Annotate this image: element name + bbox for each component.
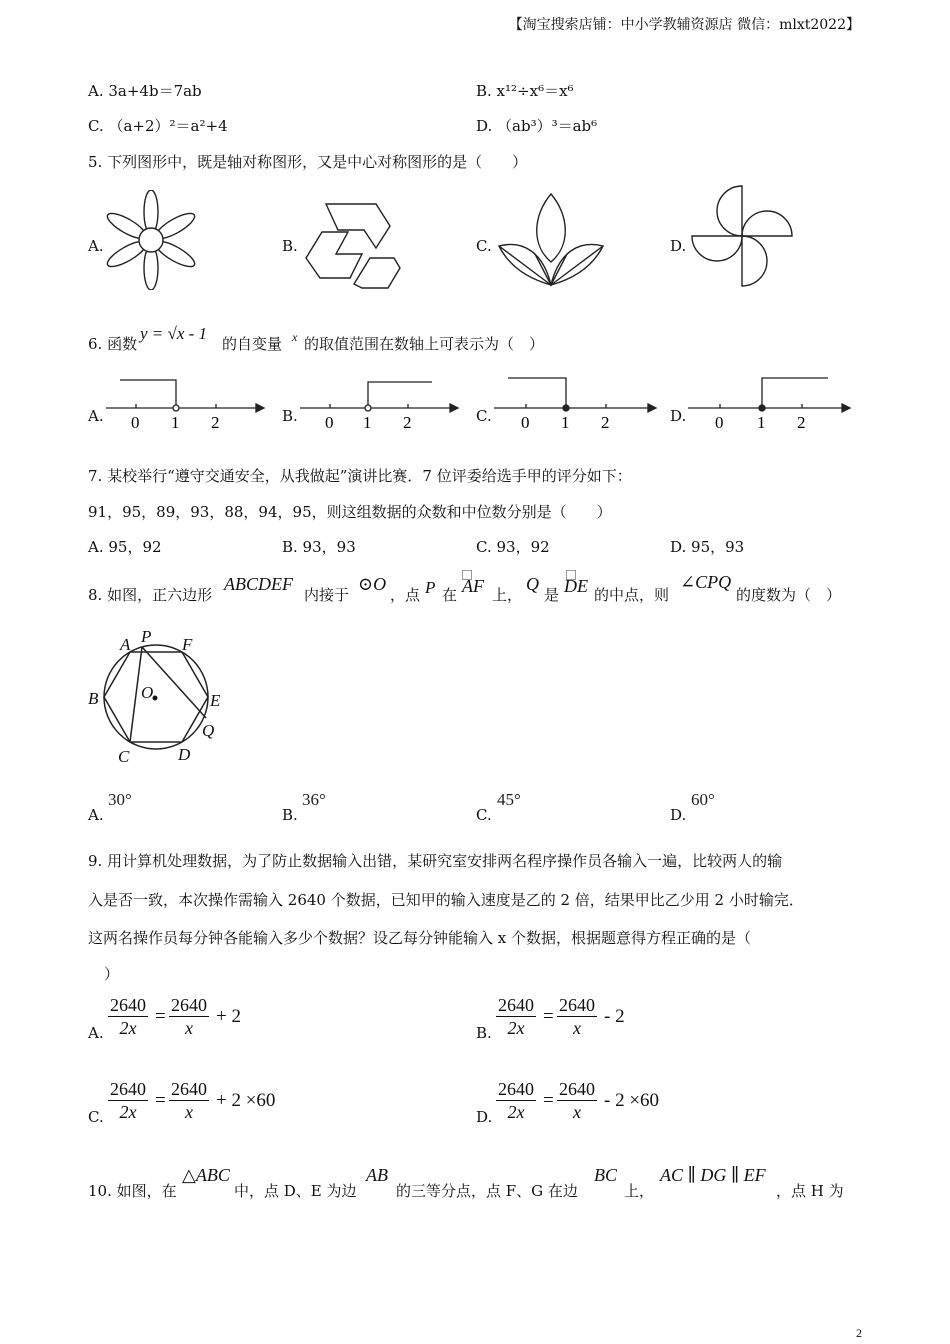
q8-hexagon: ABCDEF [224,574,293,594]
label-d: D [178,745,191,764]
q6-numberline-d [686,372,852,434]
q8-option-b-value: 36° [302,790,326,809]
q9-option-a-tail: + 2 [216,1006,241,1027]
q8-option-b-label: B. [282,806,298,824]
tick-1: 1 [561,413,570,432]
label-a: A [120,635,131,654]
fraction-left: $\frac{2640}{2x}$ [498,1079,534,1122]
label-f: F [182,635,193,654]
q5-label-b: B. [282,237,298,255]
q6-var: x [292,330,298,344]
q8-text-3: ，点 [390,586,421,604]
q5-flower-figure [100,190,200,290]
label-o: O [141,683,154,702]
q9-line3: 这两名操作员每分钟各能输入多少个数据？设乙每分钟能输入 x 个数据，根据题意得方程正确的是（ [88,929,752,947]
q8-text-1: 8. 如图，正六边形 [88,586,213,604]
label-c: C [118,747,130,766]
q8-arc-de: DE [564,576,588,596]
q8-option-d-label: D. [670,806,687,824]
q5-label-a: A. [88,237,104,255]
tick-1: 1 [757,413,766,432]
q7-option-c: C. 93，92 [476,538,550,556]
q8-hexagon-figure [86,624,226,768]
tick-2: 2 [797,413,806,432]
page-number: 2 [856,1326,862,1340]
q10-parallel: AC ∥ DG ∥ EF [660,1165,766,1185]
equals-sign: = [155,1006,166,1027]
q9-option-c-tail: + 2 ×60 [216,1090,276,1111]
equals-sign: = [155,1090,166,1111]
fraction-left: $\frac{2640}{2x}$ [110,995,146,1038]
q9-option-d-tail: - 2 ×60 [604,1090,660,1111]
q6-label-a: A. [88,407,104,425]
label-e: E [210,691,221,710]
q8-arc-af: AF [462,576,484,596]
q9-option-b-label: B. [476,1024,492,1042]
q7-line2: 91，95，89，93，88，94，95，则这组数据的众数和中位数分别是（ ） [88,503,612,521]
q5-label-c: C. [476,237,492,255]
q6-label-d: D. [670,407,687,425]
label-p: P [141,627,152,646]
equals-sign: = [543,1090,554,1111]
q4-option-c: C. （a+2）²＝a²+4 [88,117,228,135]
q6-label-c: C. [476,407,492,425]
q8-option-c-label: C. [476,806,492,824]
q8-point-p: P [425,578,436,597]
q6-numberline-c [492,372,658,434]
q10-ab: AB [366,1165,388,1185]
q8-circle: ⊙O [358,574,387,594]
fraction-right: $\frac{2640}{x}$ [171,1079,207,1122]
q6-label-b: B. [282,407,298,425]
tick-2: 2 [211,413,220,432]
q7-line1: 7. 某校举行“遵守交通安全，从我做起”演讲比赛．7 位评委给选手甲的评分如下： [88,467,632,485]
q6-prefix: 6. 函数 [88,335,138,353]
q8-point-q: Q [526,574,539,594]
q8-text-7: 的中点，则 [594,586,670,604]
q5-recycle-figure [300,196,404,290]
tick-2: 2 [403,413,412,432]
q10-text-1: 10. 如图，在 [88,1182,177,1200]
q8-text-5: 上， [492,586,523,604]
q8-text-6: 是 [544,586,560,604]
q10-text-4: 上， [624,1182,655,1200]
q9-line1: 9. 用计算机处理数据，为了防止数据输入出错，某研究室安排两名程序操作员各输入一遍，比较两人的输 [88,852,783,870]
tick-2: 2 [601,413,610,432]
q6-formula: y = √x - 1 [140,324,208,343]
q4-option-d: D. （ab³）³＝ab⁶ [476,117,598,135]
q8-option-a-value: 30° [108,790,132,809]
q4-option-b: B. x¹²÷x⁶＝x⁶ [476,82,574,100]
q6-numberline-a [104,372,266,434]
q5-label-d: D. [670,237,687,255]
fraction-right: $\frac{2640}{x}$ [171,995,207,1038]
tick-0: 0 [521,413,530,432]
q6-numberline-b [298,372,460,434]
q8-option-c-value: 45° [497,790,521,809]
q10-text-2: 中，点 D、E 为边 [234,1182,357,1200]
tick-0: 0 [325,413,334,432]
q7-option-d: D. 95，93 [670,538,745,556]
tick-1: 1 [363,413,372,432]
label-q: Q [202,721,215,740]
fraction-left: $\frac{2640}{2x}$ [110,1079,146,1122]
q8-text-4: 在 [442,586,458,604]
fraction-left: $\frac{2640}{2x}$ [498,995,534,1038]
q10-text-5: ，点 H 为 [776,1182,844,1200]
q5-lotus-figure [493,190,609,290]
q5-pinwheel-figure [690,184,796,290]
page-header: 【淘宝搜索店铺：中小学教辅资源店 微信：mlxt2022】 [508,17,860,33]
q4-option-a: A. 3a+4b＝7ab [88,82,202,100]
q8-option-d-value: 60° [691,790,715,809]
q9-option-c-label: C. [88,1108,104,1126]
q10-bc: BC [594,1165,618,1185]
equals-sign: = [543,1006,554,1027]
tick-1: 1 [171,413,180,432]
q9-option-d-label: D. [476,1108,493,1126]
q9-option-a-label: A. [88,1024,104,1042]
q7-option-a: A. 95，92 [88,538,162,556]
q10-triangle: △ABC [182,1165,230,1185]
tick-0: 0 [715,413,724,432]
q9-line2: 入是否一致，本次操作需输入 2640 个数据，已知甲的输入速度是乙的 2 倍，结果甲比乙少用 2 小时输完． [88,891,804,909]
q6-suffix: 的取值范围在数轴上可表示为（ ） [304,335,545,353]
q9-option-b-tail: - 2 [604,1006,625,1027]
q6-middle: 的自变量 [222,335,283,353]
q10-text-3: 的三等分点，点 F、G 在边 [396,1182,578,1200]
tick-0: 0 [131,413,140,432]
fraction-right: $\frac{2640}{x}$ [559,1079,595,1122]
q8-angle: ∠CPQ [680,572,732,592]
q8-option-a-label: A. [88,806,104,824]
q9-line4: ） [104,965,120,983]
q8-text-2: 内接于 [304,586,350,604]
label-b: B [88,689,99,708]
fraction-right: $\frac{2640}{x}$ [559,995,595,1038]
q7-option-b: B. 93，93 [282,538,356,556]
q5-stem: 5. 下列图形中，既是轴对称图形，又是中心对称图形的是（ ） [88,153,528,171]
q8-text-8: 的度数为（ ） [736,586,842,604]
